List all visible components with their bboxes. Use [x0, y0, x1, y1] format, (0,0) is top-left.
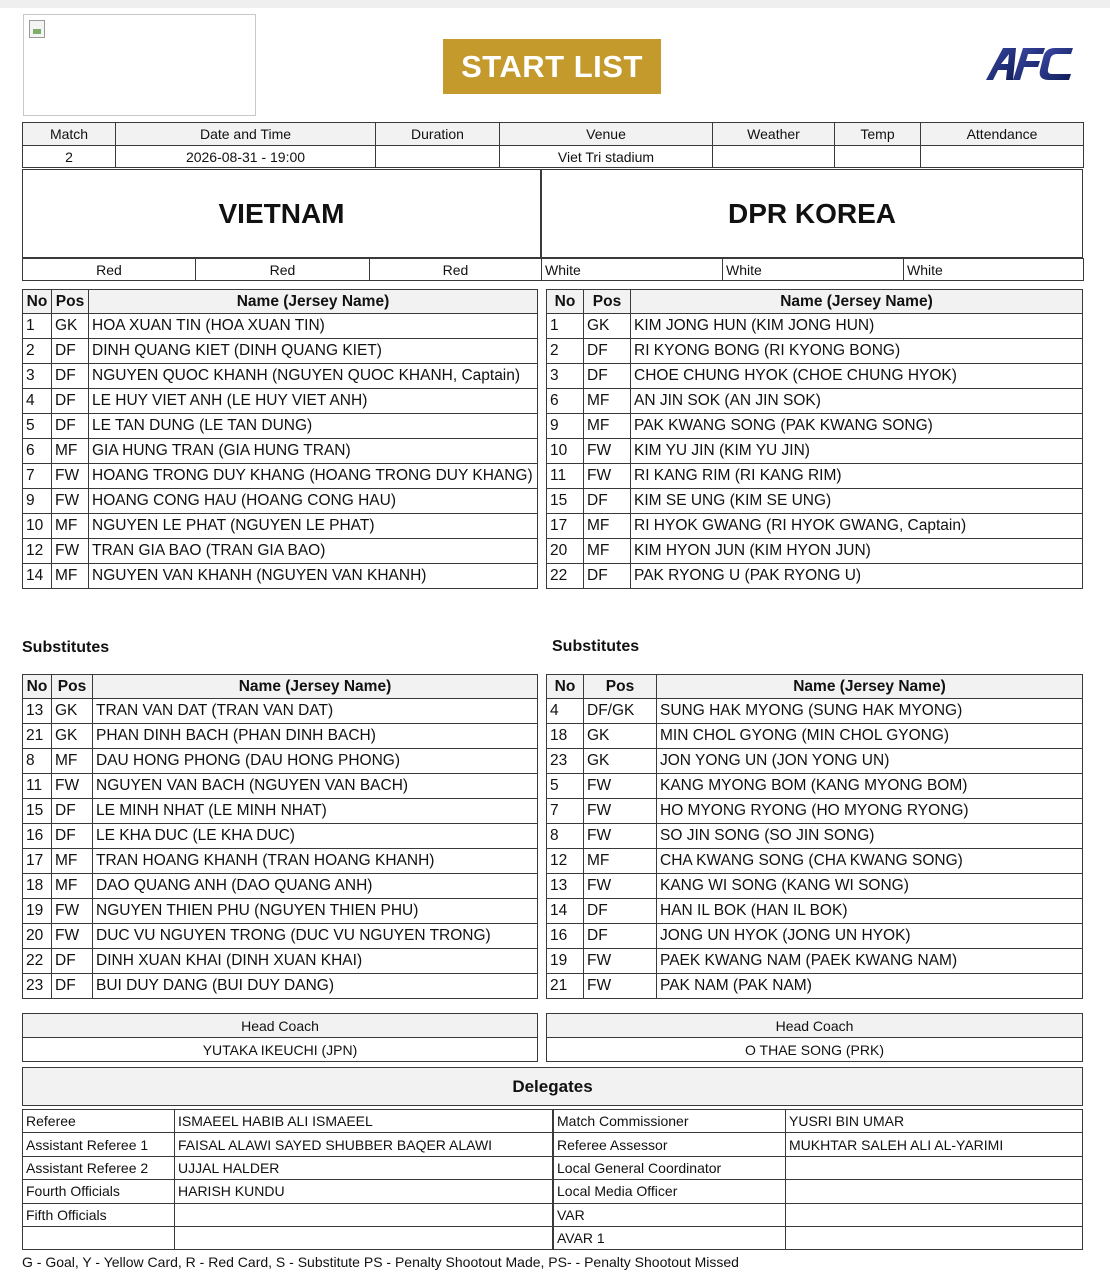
- player-row: [547, 464, 1083, 489]
- official-name: YUSRI BIN UMAR: [786, 1110, 1083, 1133]
- player-number: 17: [547, 514, 584, 539]
- official-name: [175, 1226, 553, 1249]
- competition-logo-placeholder: [23, 14, 256, 116]
- player-name: RI KYONG BONG (RI KYONG BONG): [631, 339, 1083, 364]
- player-number: 5: [23, 414, 52, 439]
- name-header: Name (Jersey Name): [93, 675, 538, 699]
- official-role: Referee Assessor: [554, 1133, 786, 1156]
- player-row: [23, 539, 538, 564]
- away-kit-table: [541, 258, 1084, 281]
- player-row: [23, 414, 538, 439]
- player-number: 2: [547, 339, 584, 364]
- temp-header: Temp: [835, 123, 921, 146]
- player-row: [547, 849, 1083, 874]
- player-number: 15: [23, 799, 52, 824]
- home-subs-body: [23, 699, 538, 999]
- player-row: [547, 314, 1083, 339]
- player-position: FW: [52, 489, 89, 514]
- player-row: [23, 699, 538, 724]
- player-position: DF: [52, 414, 89, 439]
- official-row: [554, 1133, 1083, 1156]
- weather-value: [713, 146, 835, 168]
- player-name: LE HUY VIET ANH (LE HUY VIET ANH): [89, 389, 538, 414]
- player-name: CHOE CHUNG HYOK (CHOE CHUNG HYOK): [631, 364, 1083, 389]
- player-name: DINH XUAN KHAI (DINH XUAN KHAI): [93, 949, 538, 974]
- official-name: [175, 1203, 553, 1226]
- player-row: [23, 824, 538, 849]
- weather-header: Weather: [713, 123, 835, 146]
- player-number: 10: [23, 514, 52, 539]
- official-role: VAR: [554, 1203, 786, 1226]
- official-role: Local Media Officer: [554, 1180, 786, 1203]
- home-team-name: VIETNAM: [218, 198, 345, 229]
- player-row: [547, 339, 1083, 364]
- player-number: 7: [547, 799, 584, 824]
- player-number: 14: [547, 899, 584, 924]
- player-number: 6: [547, 389, 584, 414]
- player-row: [23, 339, 538, 364]
- player-row: [23, 749, 538, 774]
- official-row: [554, 1110, 1083, 1133]
- player-position: DF: [52, 799, 93, 824]
- player-number: 21: [547, 974, 584, 999]
- player-number: 16: [23, 824, 52, 849]
- player-number: 22: [547, 564, 584, 589]
- player-row: [547, 364, 1083, 389]
- top-strip: [0, 0, 1110, 8]
- home-kit-shorts: Red: [196, 259, 370, 281]
- player-number: 11: [547, 464, 584, 489]
- player-position: MF: [52, 514, 89, 539]
- player-position: FW: [584, 824, 657, 849]
- player-row: [23, 314, 538, 339]
- player-position: FW: [584, 439, 631, 464]
- official-role: Fifth Officials: [23, 1203, 175, 1226]
- player-row: [23, 874, 538, 899]
- player-position: MF: [584, 414, 631, 439]
- match-info-table: [22, 122, 1084, 168]
- player-row: [23, 924, 538, 949]
- official-row: [23, 1226, 553, 1249]
- official-name: [786, 1203, 1083, 1226]
- away-starters-body: [547, 314, 1083, 589]
- official-role: AVAR 1: [554, 1226, 786, 1249]
- player-name: KIM HYON JUN (KIM HYON JUN): [631, 539, 1083, 564]
- player-position: GK: [584, 314, 631, 339]
- player-row: [547, 899, 1083, 924]
- home-kit-socks: Red: [370, 259, 542, 281]
- player-row: [23, 974, 538, 999]
- player-number: 18: [23, 874, 52, 899]
- player-name: MIN CHOL GYONG (MIN CHOL GYONG): [657, 724, 1083, 749]
- player-name: AN JIN SOK (AN JIN SOK): [631, 389, 1083, 414]
- attendance-value: [921, 146, 1084, 168]
- player-number: 12: [23, 539, 52, 564]
- player-name: DAU HONG PHONG (DAU HONG PHONG): [93, 749, 538, 774]
- player-number: 3: [547, 364, 584, 389]
- official-row: [23, 1180, 553, 1203]
- player-position: MF: [52, 874, 93, 899]
- player-name: JONG UN HYOK (JONG UN HYOK): [657, 924, 1083, 949]
- no-header: No: [547, 675, 584, 699]
- player-position: FW: [52, 464, 89, 489]
- player-row: [547, 949, 1083, 974]
- player-row: [547, 564, 1083, 589]
- player-position: DF: [584, 899, 657, 924]
- player-position: FW: [52, 774, 93, 799]
- home-starters-table: [22, 289, 538, 589]
- away-coach-table: [546, 1013, 1083, 1062]
- official-name: FAISAL ALAWI SAYED SHUBBER BAQER ALAWI: [175, 1133, 553, 1156]
- player-number: 1: [23, 314, 52, 339]
- player-name: KANG MYONG BOM (KANG MYONG BOM): [657, 774, 1083, 799]
- date-time-value: 2026-08-31 - 19:00: [116, 146, 376, 168]
- broken-image-icon: [29, 20, 45, 38]
- official-name: [786, 1156, 1083, 1179]
- official-row: [554, 1226, 1083, 1249]
- player-number: 19: [547, 949, 584, 974]
- player-position: MF: [584, 389, 631, 414]
- away-coach-name: O THAE SONG (PRK): [547, 1038, 1083, 1062]
- official-name: MUKHTAR SALEH ALI AL-YARIMI: [786, 1133, 1083, 1156]
- duration-header: Duration: [376, 123, 500, 146]
- away-subs-body: [547, 699, 1083, 999]
- player-row: [547, 414, 1083, 439]
- official-role: Assistant Referee 2: [23, 1156, 175, 1179]
- player-number: 9: [23, 489, 52, 514]
- player-row: [547, 874, 1083, 899]
- player-number: 23: [547, 749, 584, 774]
- player-name: NGUYEN QUOC KHANH (NGUYEN QUOC KHANH, Captain): [89, 364, 538, 389]
- player-position: MF: [52, 849, 93, 874]
- official-row: [23, 1133, 553, 1156]
- player-row: [547, 724, 1083, 749]
- player-name: NGUYEN THIEN PHU (NGUYEN THIEN PHU): [93, 899, 538, 924]
- player-number: 5: [547, 774, 584, 799]
- player-row: [23, 899, 538, 924]
- player-position: FW: [52, 899, 93, 924]
- player-position: DF: [584, 364, 631, 389]
- player-position: FW: [52, 539, 89, 564]
- player-row: [547, 539, 1083, 564]
- player-position: FW: [584, 949, 657, 974]
- start-list-title: START LIST: [443, 39, 661, 94]
- player-name: PAK RYONG U (PAK RYONG U): [631, 564, 1083, 589]
- name-header: Name (Jersey Name): [657, 675, 1083, 699]
- player-position: FW: [584, 874, 657, 899]
- player-name: BUI DUY DANG (BUI DUY DANG): [93, 974, 538, 999]
- player-number: 8: [547, 824, 584, 849]
- player-number: 20: [23, 924, 52, 949]
- player-number: 4: [23, 389, 52, 414]
- player-number: 4: [547, 699, 584, 724]
- player-name: LE TAN DUNG (LE TAN DUNG): [89, 414, 538, 439]
- player-name: TRAN HOANG KHANH (TRAN HOANG KHANH): [93, 849, 538, 874]
- away-kit-shirt: White: [542, 259, 723, 281]
- player-number: 16: [547, 924, 584, 949]
- player-number: 23: [23, 974, 52, 999]
- player-name: LE MINH NHAT (LE MINH NHAT): [93, 799, 538, 824]
- away-kit-socks: White: [904, 259, 1084, 281]
- home-kit-shirt: Red: [23, 259, 196, 281]
- player-name: HOANG CONG HAU (HOANG CONG HAU): [89, 489, 538, 514]
- official-row: [554, 1156, 1083, 1179]
- official-row: [554, 1180, 1083, 1203]
- away-coach-label: Head Coach: [547, 1014, 1083, 1038]
- player-name: PAK NAM (PAK NAM): [657, 974, 1083, 999]
- away-subs-table: [546, 674, 1083, 999]
- player-name: PHAN DINH BACH (PHAN DINH BACH): [93, 724, 538, 749]
- player-row: [547, 389, 1083, 414]
- official-role: Referee: [23, 1110, 175, 1133]
- officials-body: [23, 1110, 553, 1250]
- official-name: [786, 1180, 1083, 1203]
- player-position: DF: [584, 924, 657, 949]
- player-position: DF: [52, 339, 89, 364]
- player-number: 21: [23, 724, 52, 749]
- player-position: DF: [52, 949, 93, 974]
- home-kit-table: [22, 258, 542, 281]
- player-number: 15: [547, 489, 584, 514]
- match-number: 2: [23, 146, 116, 168]
- home-subs-table: [22, 674, 538, 999]
- player-position: FW: [584, 464, 631, 489]
- player-position: FW: [584, 799, 657, 824]
- official-row: [23, 1110, 553, 1133]
- player-number: 7: [23, 464, 52, 489]
- player-name: HAN IL BOK (HAN IL BOK): [657, 899, 1083, 924]
- player-number: 11: [23, 774, 52, 799]
- player-number: 13: [23, 699, 52, 724]
- player-row: [547, 699, 1083, 724]
- player-row: [547, 974, 1083, 999]
- away-kit-shorts: White: [723, 259, 904, 281]
- player-row: [23, 799, 538, 824]
- pos-header: Pos: [584, 290, 631, 314]
- player-row: [547, 749, 1083, 774]
- player-row: [23, 564, 538, 589]
- attendance-header: Attendance: [921, 123, 1084, 146]
- player-row: [23, 464, 538, 489]
- official-row: [23, 1203, 553, 1226]
- delegates-title: Delegates: [22, 1067, 1083, 1106]
- player-number: 6: [23, 439, 52, 464]
- player-position: DF: [52, 364, 89, 389]
- player-row: [23, 774, 538, 799]
- player-name: HO MYONG RYONG (HO MYONG RYONG): [657, 799, 1083, 824]
- player-row: [23, 514, 538, 539]
- temp-value: [835, 146, 921, 168]
- player-number: 13: [547, 874, 584, 899]
- player-row: [547, 824, 1083, 849]
- player-position: DF: [52, 389, 89, 414]
- player-position: MF: [584, 539, 631, 564]
- player-position: MF: [584, 514, 631, 539]
- official-name: UJJAL HALDER: [175, 1156, 553, 1179]
- player-row: [23, 849, 538, 874]
- home-starters-body: [23, 314, 538, 589]
- name-header: Name (Jersey Name): [631, 290, 1083, 314]
- player-number: 17: [23, 849, 52, 874]
- away-substitutes-label: Substitutes: [552, 638, 640, 655]
- player-number: 12: [547, 849, 584, 874]
- player-name: DAO QUANG ANH (DAO QUANG ANH): [93, 874, 538, 899]
- player-number: 20: [547, 539, 584, 564]
- player-position: GK: [52, 699, 93, 724]
- player-row: [23, 439, 538, 464]
- player-number: 2: [23, 339, 52, 364]
- player-number: 3: [23, 364, 52, 389]
- player-position: GK: [52, 724, 93, 749]
- player-name: LE KHA DUC (LE KHA DUC): [93, 824, 538, 849]
- player-position: FW: [584, 974, 657, 999]
- home-team-box: [22, 169, 541, 258]
- player-row: [547, 439, 1083, 464]
- player-name: KANG WI SONG (KANG WI SONG): [657, 874, 1083, 899]
- official-role: Fourth Officials: [23, 1180, 175, 1203]
- player-row: [547, 799, 1083, 824]
- pos-header: Pos: [584, 675, 657, 699]
- player-name: KIM JONG HUN (KIM JONG HUN): [631, 314, 1083, 339]
- player-position: MF: [584, 849, 657, 874]
- official-name: [786, 1226, 1083, 1249]
- pos-header: Pos: [52, 290, 89, 314]
- official-name: ISMAEEL HABIB ALI ISMAEEL: [175, 1110, 553, 1133]
- player-number: 19: [23, 899, 52, 924]
- home-substitutes-label: Substitutes: [22, 639, 110, 656]
- player-row: [23, 489, 538, 514]
- player-name: CHA KWANG SONG (CHA KWANG SONG): [657, 849, 1083, 874]
- home-coach-name: YUTAKA IKEUCHI (JPN): [23, 1038, 538, 1062]
- player-position: GK: [584, 749, 657, 774]
- player-name: KIM SE UNG (KIM SE UNG): [631, 489, 1083, 514]
- player-number: 14: [23, 564, 52, 589]
- away-starters-table: [546, 289, 1083, 589]
- player-name: PAEK KWANG NAM (PAEK KWANG NAM): [657, 949, 1083, 974]
- delegates-table: [553, 1109, 1083, 1250]
- player-number: 18: [547, 724, 584, 749]
- player-row: [23, 949, 538, 974]
- player-name: NGUYEN VAN KHANH (NGUYEN VAN KHANH): [89, 564, 538, 589]
- player-position: MF: [52, 564, 89, 589]
- away-team-name: DPR KOREA: [727, 198, 896, 229]
- official-row: [554, 1203, 1083, 1226]
- player-number: 22: [23, 949, 52, 974]
- player-position: MF: [52, 749, 93, 774]
- player-position: GK: [52, 314, 89, 339]
- player-position: DF: [584, 564, 631, 589]
- player-position: MF: [52, 439, 89, 464]
- official-row: [23, 1156, 553, 1179]
- delegates-body: [554, 1110, 1083, 1250]
- player-number: 8: [23, 749, 52, 774]
- official-role: Local General Coordinator: [554, 1156, 786, 1179]
- no-header: No: [23, 290, 52, 314]
- match-header: Match: [23, 123, 116, 146]
- afc-logo-icon: [983, 40, 1078, 86]
- official-role: Match Commissioner: [554, 1110, 786, 1133]
- name-header: Name (Jersey Name): [89, 290, 538, 314]
- venue-value: Viet Tri stadium: [500, 146, 713, 168]
- official-name: HARISH KUNDU: [175, 1180, 553, 1203]
- player-name: NGUYEN LE PHAT (NGUYEN LE PHAT): [89, 514, 538, 539]
- player-name: PAK KWANG SONG (PAK KWANG SONG): [631, 414, 1083, 439]
- officials-table: [22, 1109, 553, 1250]
- player-position: FW: [52, 924, 93, 949]
- player-name: RI KANG RIM (RI KANG RIM): [631, 464, 1083, 489]
- player-name: HOANG TRONG DUY KHANG (HOANG TRONG DUY KHANG): [89, 464, 538, 489]
- player-name: RI HYOK GWANG (RI HYOK GWANG, Captain): [631, 514, 1083, 539]
- player-name: SO JIN SONG (SO JIN SONG): [657, 824, 1083, 849]
- player-row: [547, 774, 1083, 799]
- player-position: DF/GK: [584, 699, 657, 724]
- player-position: DF: [584, 339, 631, 364]
- player-row: [547, 514, 1083, 539]
- player-name: JON YONG UN (JON YONG UN): [657, 749, 1083, 774]
- player-row: [23, 724, 538, 749]
- player-row: [547, 924, 1083, 949]
- player-position: FW: [584, 774, 657, 799]
- legend-footnote: G - Goal, Y - Yellow Card, R - Red Card, S - Substitute PS - Penalty Shootout Made, PS- - Penalty Shootout Missed: [22, 1254, 739, 1270]
- player-name: KIM YU JIN (KIM YU JIN): [631, 439, 1083, 464]
- player-name: DUC VU NGUYEN TRONG (DUC VU NGUYEN TRONG): [93, 924, 538, 949]
- away-team-box: [541, 169, 1083, 258]
- home-coach-table: [22, 1013, 538, 1062]
- player-row: [23, 389, 538, 414]
- player-position: DF: [52, 824, 93, 849]
- player-name: TRAN GIA BAO (TRAN GIA BAO): [89, 539, 538, 564]
- venue-header: Venue: [500, 123, 713, 146]
- duration-value: [376, 146, 500, 168]
- official-role: Assistant Referee 1: [23, 1133, 175, 1156]
- player-name: NGUYEN VAN BACH (NGUYEN VAN BACH): [93, 774, 538, 799]
- player-name: DINH QUANG KIET (DINH QUANG KIET): [89, 339, 538, 364]
- player-position: GK: [584, 724, 657, 749]
- player-number: 9: [547, 414, 584, 439]
- player-position: DF: [584, 489, 631, 514]
- pos-header: Pos: [52, 675, 93, 699]
- home-coach-label: Head Coach: [23, 1014, 538, 1038]
- player-row: [547, 489, 1083, 514]
- date-time-header: Date and Time: [116, 123, 376, 146]
- no-header: No: [23, 675, 52, 699]
- player-number: 1: [547, 314, 584, 339]
- player-number: 10: [547, 439, 584, 464]
- player-name: HOA XUAN TIN (HOA XUAN TIN): [89, 314, 538, 339]
- player-row: [23, 364, 538, 389]
- player-name: SUNG HAK MYONG (SUNG HAK MYONG): [657, 699, 1083, 724]
- no-header: No: [547, 290, 584, 314]
- player-name: GIA HUNG TRAN (GIA HUNG TRAN): [89, 439, 538, 464]
- official-role: [23, 1226, 175, 1249]
- player-position: DF: [52, 974, 93, 999]
- player-name: TRAN VAN DAT (TRAN VAN DAT): [93, 699, 538, 724]
